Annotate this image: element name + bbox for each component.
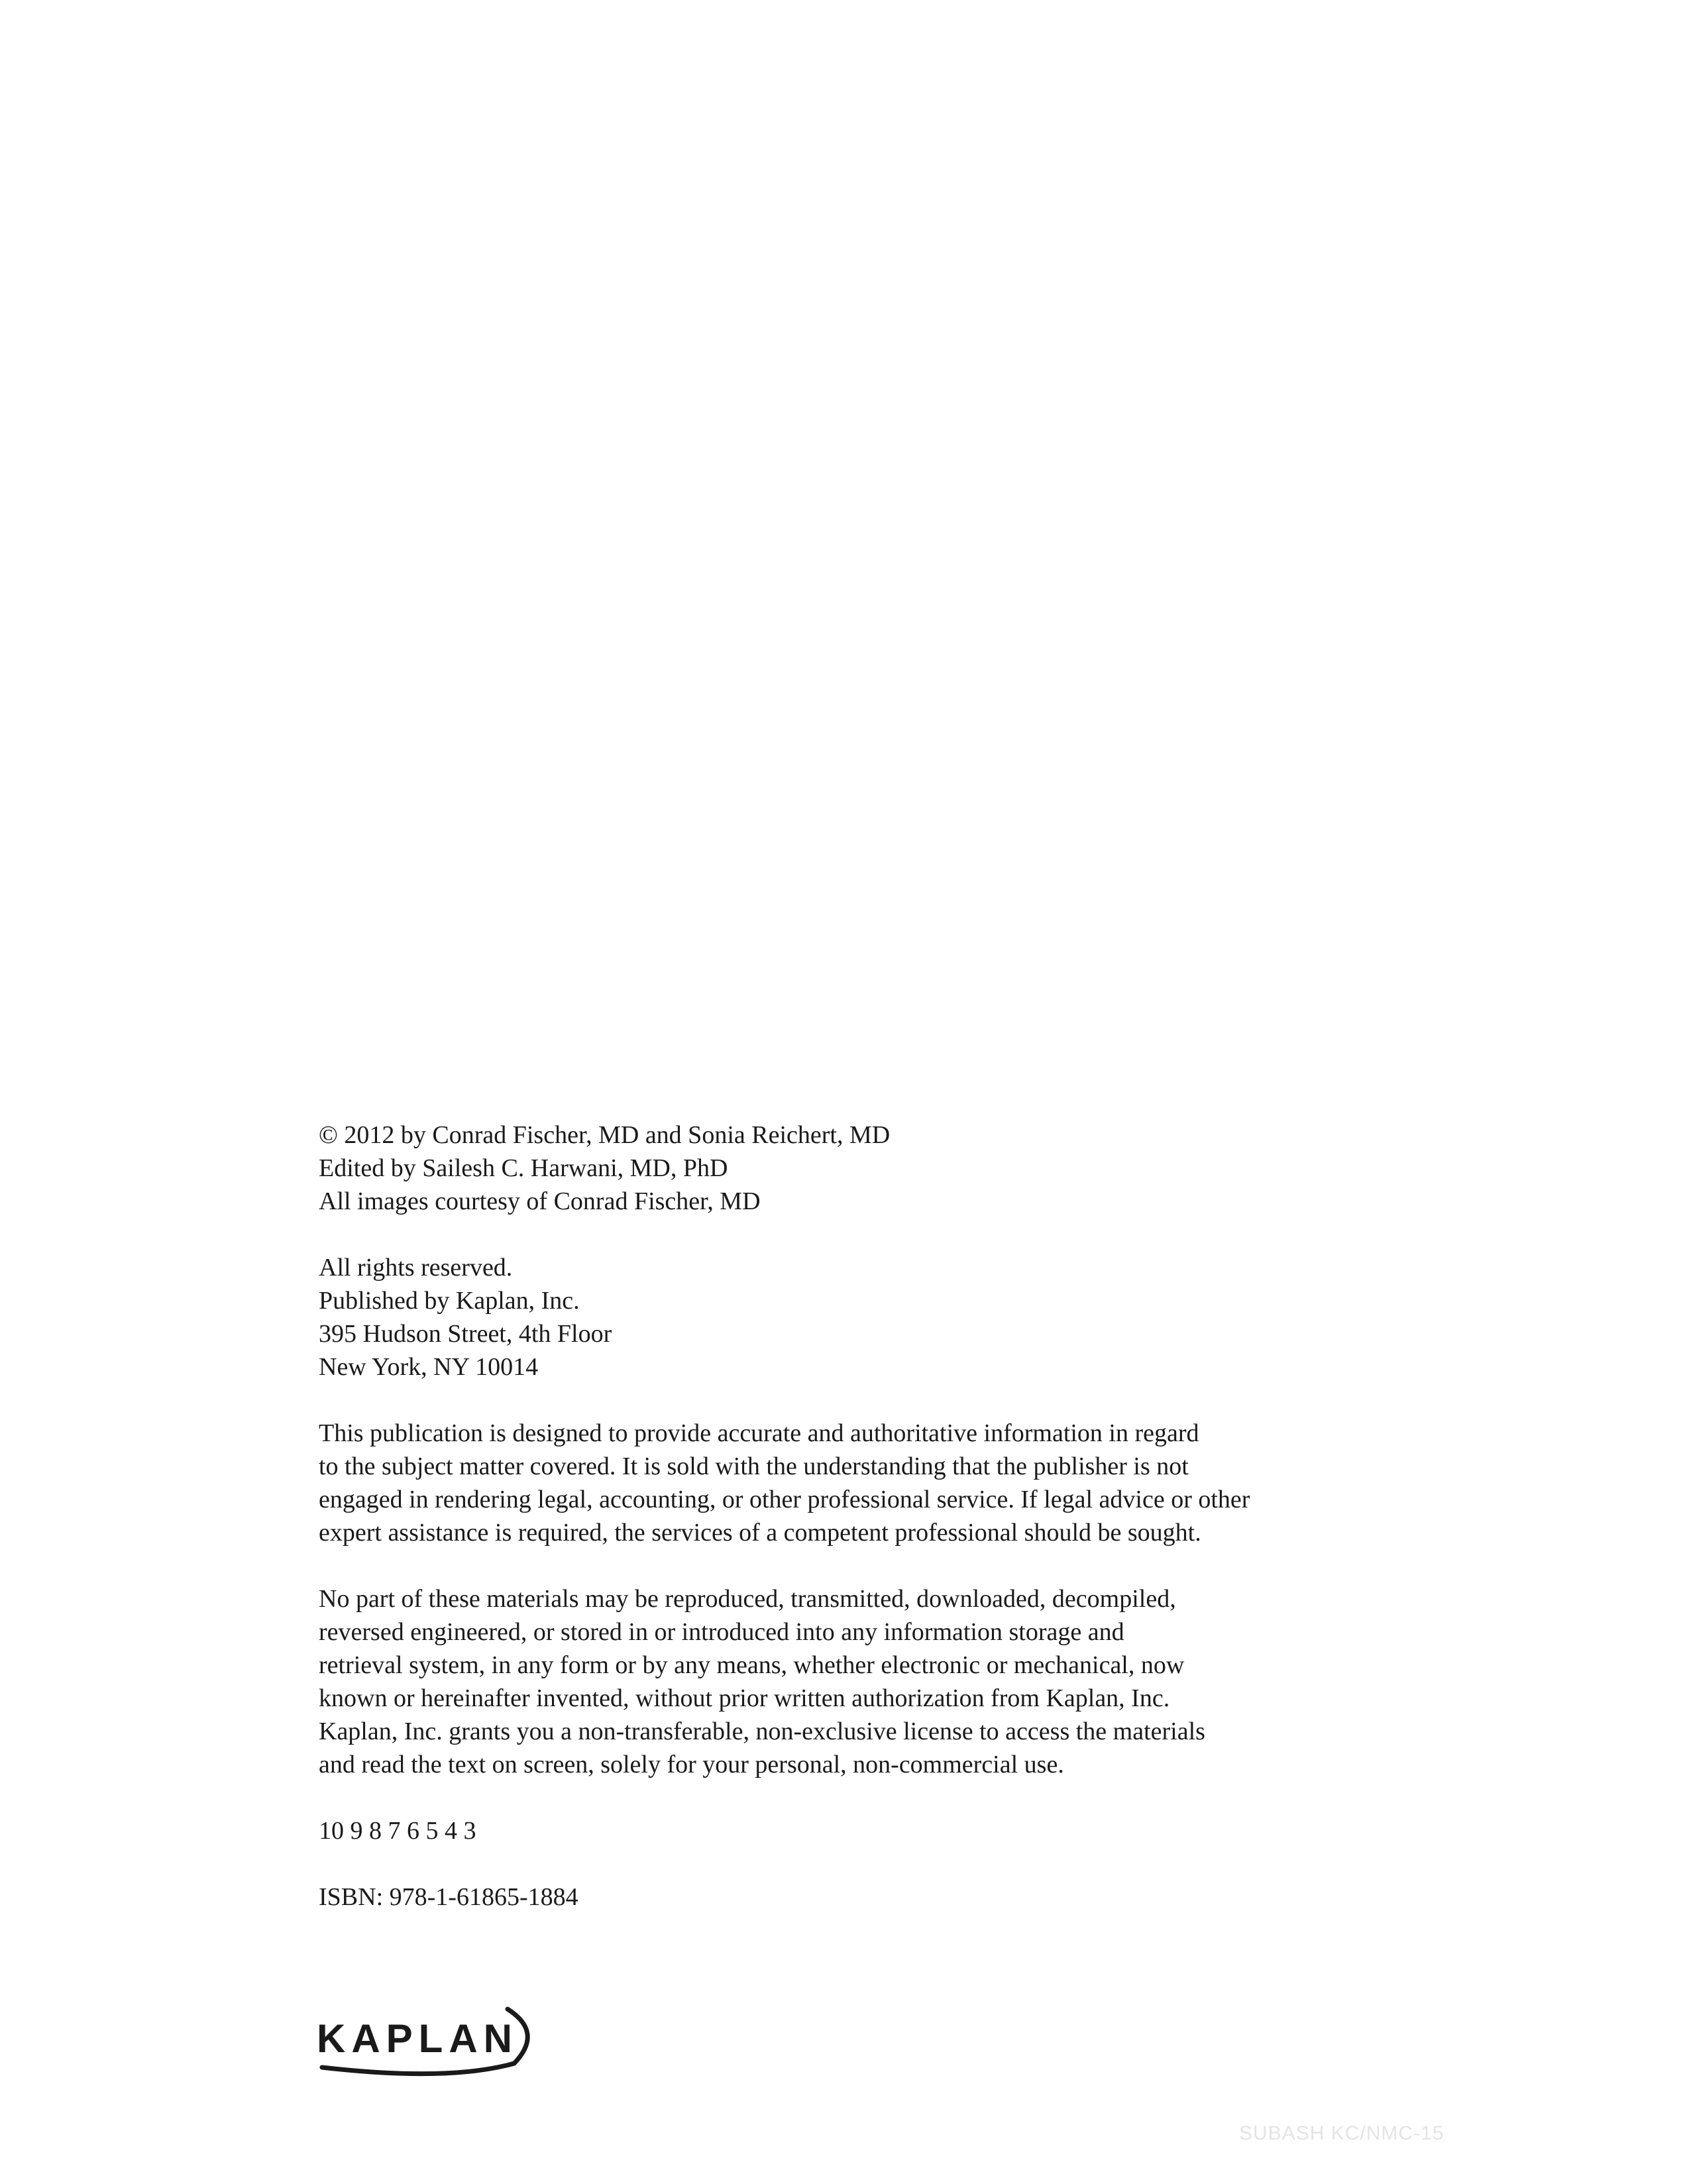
- images-credit-line: All images courtesy of Conrad Fischer, MD: [319, 1187, 761, 1215]
- license-line: retrieval system, in any form or by any means, whether electronic or mechanical, now: [319, 1651, 1185, 1679]
- kaplan-logo: [315, 2002, 534, 2082]
- copyright-line: © 2012 by Conrad Fischer, MD and Sonia Reichert, MD: [319, 1121, 891, 1149]
- disclaimer-paragraph: [319, 1417, 1379, 1549]
- license-line: known or hereinafter invented, without prior written authorization from Kaplan, Inc.: [319, 1684, 1170, 1712]
- credits-paragraph: [319, 1119, 1379, 1218]
- city-line: New York, NY 10014: [319, 1353, 539, 1381]
- disclaimer-line: This publication is designed to provide accurate and authoritative information in regard: [319, 1419, 1199, 1447]
- isbn-line: ISBN: 978-1-61865-1884: [319, 1883, 578, 1911]
- license-line: reversed engineered, or stored in or introduced into any information storage and: [319, 1618, 1124, 1646]
- license-line: Kaplan, Inc. grants you a non-transferable, non-exclusive license to access the materials: [319, 1718, 1205, 1745]
- license-line: No part of these materials may be reproduced, transmitted, downloaded, decompiled,: [319, 1585, 1176, 1613]
- watermark: SUBASH KC/NMC-15: [1239, 2122, 1444, 2144]
- disclaimer-line: expert assistance is required, the services of a competent professional should be sought.: [319, 1519, 1201, 1547]
- copyright-text-block: [319, 1119, 1379, 1947]
- disclaimer-line: engaged in rendering legal, accounting, or other professional service. If legal advice or other: [319, 1486, 1250, 1513]
- printing-line: 10 9 8 7 6 5 4 3: [319, 1817, 476, 1845]
- license-line: and read the text on screen, solely for your personal, non-commercial use.: [319, 1751, 1064, 1778]
- kaplan-logo-graphic: [315, 2002, 534, 2082]
- disclaimer-line: to the subject matter covered. It is sold with the understanding that the publisher is not: [319, 1452, 1189, 1480]
- editor-line: Edited by Sailesh C. Harwani, MD, PhD: [319, 1154, 728, 1182]
- rights-reserved-line: All rights reserved.: [319, 1254, 513, 1282]
- street-address-line: 395 Hudson Street, 4th Floor: [319, 1320, 612, 1348]
- published-by-line: Published by Kaplan, Inc.: [319, 1287, 580, 1315]
- printing-line-paragraph: [319, 1814, 1379, 1847]
- isbn-paragraph: [319, 1881, 1379, 1914]
- kaplan-logo-wordmark: KAPLAN: [317, 2016, 518, 2061]
- publisher-paragraph: [319, 1251, 1379, 1384]
- license-paragraph: [319, 1582, 1379, 1781]
